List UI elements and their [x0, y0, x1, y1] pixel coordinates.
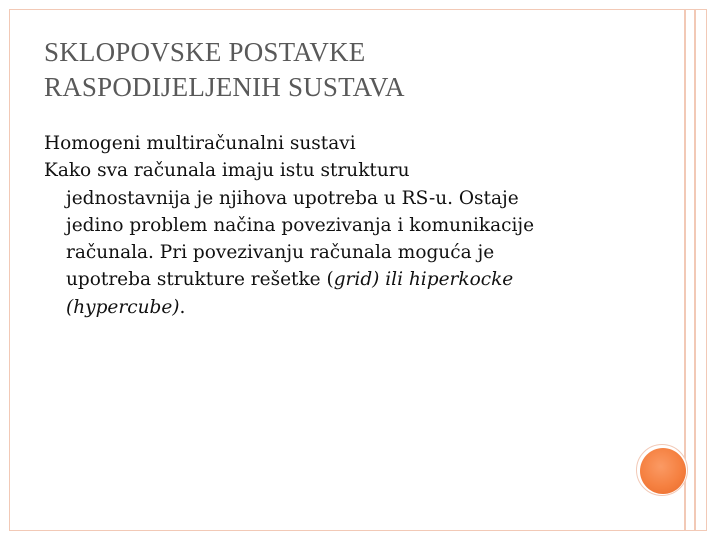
slide-title	[44, 35, 604, 105]
body-line-6-italic: (hypercube)	[66, 296, 180, 318]
slide-body	[44, 130, 644, 321]
right-rail-line-outer	[694, 10, 696, 530]
body-line-2: jednostavnija je njihova upotreba u RS-u. Ostaje	[66, 187, 519, 209]
body-line-6	[44, 294, 644, 321]
decorative-orange-circle-icon	[640, 448, 686, 494]
body-line-homogeni: Homogeni multiračunalni sustavi	[44, 133, 356, 154]
body-line-5	[44, 266, 644, 293]
body-line-5-italic: grid) ili hiperkocke	[333, 269, 514, 291]
body-line-kako: Kako sva računala imaju istu strukturu	[44, 160, 410, 182]
body-line-6-period: .	[179, 296, 186, 318]
body-line-5-roman: upotreba strukture rešetke (	[66, 269, 334, 291]
title-line-1: SKLOPOVSKE POSTAVKE	[44, 37, 366, 67]
body-line-4: računala. Pri povezivanju računala moguća je	[66, 242, 495, 264]
right-rail-line-inner	[684, 10, 686, 530]
title-line-2: RASPODIJELJENIH SUSTAVA	[44, 72, 405, 102]
body-line-3: jedino problem načina povezivanja i komunikacije	[66, 214, 535, 236]
